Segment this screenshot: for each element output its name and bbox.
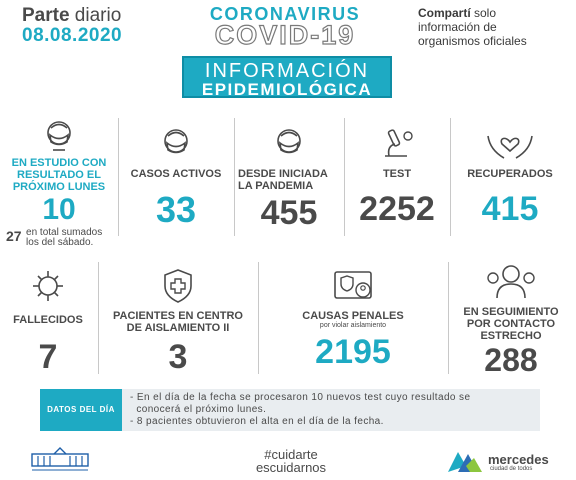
- stat-sublabel: por violar aislamiento: [319, 322, 387, 329]
- coronavirus-title: CORONAVIRUS: [209, 4, 361, 24]
- hashtag: #cuidarte escuidarnos: [255, 447, 327, 475]
- banner-line1: INFORMACIÓN: [204, 60, 370, 82]
- hands-heart-icon: [482, 126, 538, 162]
- divider: [98, 262, 99, 374]
- id-card-icon: [329, 268, 377, 304]
- stat-desde-pandemia: DESDE INICIADA LA PANDEMIA 455: [236, 126, 342, 230]
- divider: [450, 118, 451, 236]
- divider: [118, 118, 119, 236]
- share-notice: Compartí solo información de organismos oficiales: [418, 6, 527, 48]
- section-banner: [182, 56, 392, 98]
- stat-value: 288: [484, 342, 538, 378]
- divider: [258, 262, 259, 374]
- municipality-building-logo: [28, 446, 92, 474]
- stat-test: TEST 2252: [346, 126, 448, 226]
- stat-note: 27 en total sumados los del sábado.: [6, 227, 103, 248]
- stat-en-estudio: EN ESTUDIO CON RESULTADO EL PRÓXIMO LUNES 10: [2, 118, 116, 225]
- face-mask-icon: [156, 126, 196, 162]
- covid-title: COVID-19: [214, 20, 356, 50]
- banner-line2: EPIDEMIOLÓGICA: [201, 80, 373, 99]
- report-date: 08.08.2020: [22, 25, 123, 46]
- header: [0, 0, 576, 50]
- face-mask-icon: [269, 126, 309, 162]
- divider: [234, 118, 235, 236]
- divider: [344, 118, 345, 236]
- stat-value: 415: [481, 190, 539, 228]
- stat-value: 7: [38, 338, 58, 376]
- virus-icon: [28, 268, 68, 304]
- stat-value: 455: [260, 194, 318, 232]
- stat-value: 33: [155, 189, 197, 230]
- stat-recuperados: RECUPERADOS 415: [452, 126, 568, 226]
- microscope-icon: [377, 126, 417, 162]
- mercedes-mark-icon: [446, 448, 486, 474]
- stat-pacientes-aislamiento: PACIENTES EN CENTRO DE AISLAMIENTO II 3: [100, 268, 256, 374]
- stat-seguimiento: EN SEGUIMIENTO POR CONTACTO ESTRECHO 288: [450, 262, 572, 376]
- mercedes-logo: mercedes ciudad de todos: [446, 448, 556, 474]
- face-mask-icon: [39, 118, 79, 154]
- stat-value: 3: [168, 338, 188, 376]
- stat-value: 2195: [315, 333, 391, 371]
- stat-value: 10: [42, 193, 76, 226]
- divider: [448, 262, 449, 374]
- stat-casos-activos: CASOS ACTIVOS 33: [120, 126, 232, 228]
- stat-fallecidos: FALLECIDOS 7: [0, 268, 96, 374]
- people-icon: [481, 262, 541, 300]
- report-title: Parte diario: [22, 5, 122, 26]
- stat-causas-penales: CAUSAS PENALES por violar aislamiento 2195: [260, 268, 446, 369]
- stat-value: 2252: [359, 190, 435, 228]
- daily-data-tag: DATOS DEL DÍA: [40, 389, 122, 431]
- daily-data-text: - En el día de la fecha se procesaron 10 nuevos test cuyo resultado se conocerá el próximo lunes. - 8 pacientes obtuvieron el alta en el día de la fecha.: [130, 392, 471, 427]
- shield-cross-icon: [158, 268, 198, 304]
